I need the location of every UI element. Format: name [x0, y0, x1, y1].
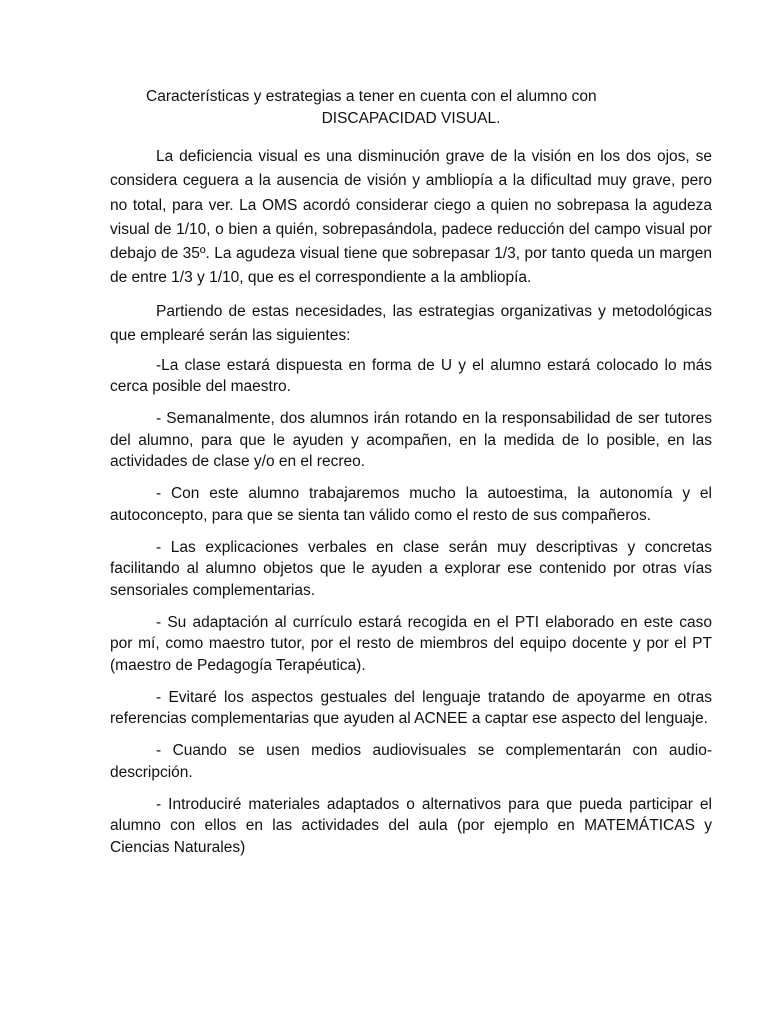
strategies-intro-paragraph: Partiendo de estas necesidades, las estrategias organizativas y metodológicas que emplearé serán las siguientes:	[110, 302, 712, 344]
title-line-1: Características y estrategias a tener en cuenta con el alumno con	[146, 88, 597, 105]
strategy-item-audio-description: - Cuando se usen medios audiovisuales se complementarán con audio-descripción.	[110, 742, 712, 781]
strategy-item-verbal-explanations: - Las explicaciones verbales en clase serán muy descriptivas y concretas facilitando al alumno objetos que le ayuden a explorar ese contenido por otras vías sensoriales complementarias.	[110, 538, 712, 599]
strategy-item-adapted-materials: - Introduciré materiales adaptados o alternativos para que pueda participar el alumno con ellos en las actividades del aula (por ejemplo en MATEMÁTICAS y Ciencias Naturales)	[110, 795, 712, 856]
strategy-item-peer-tutors: - Semanalmente, dos alumnos irán rotando en la responsabilidad de ser tutores del alumno, para que le ayuden y acompañen, en la medida de lo posible, en las actividades de clase y/o en el recreo.	[110, 410, 712, 471]
document-body	[110, 145, 712, 869]
title-line-2: DISCAPACIDAD VISUAL.	[321, 110, 501, 127]
document-title	[110, 86, 712, 130]
strategy-item-gestural-language: - Evitaré los aspectos gestuales del lenguaje tratando de apoyarme en otras referencias complementarias que ayuden al ACNEE a captar ese aspecto del lenguaje.	[110, 688, 712, 728]
strategy-item-classroom-layout: -La clase estará dispuesta en forma de U y el alumno estará colocado lo más cerca posible del maestro.	[110, 356, 712, 396]
strategy-item-curriculum-adaptation: - Su adaptación al currículo estará recogida en el PTI elaborado en este caso por mí, como maestro tutor, por el resto de miembros del equipo docente y por el PT (maestro de Pedagogía Terapéutica).	[110, 613, 712, 674]
intro-paragraph: La deficiencia visual es una disminución grave de la visión en los dos ojos, se considera ceguera a la ausencia de visión y ambliopía a la dificultad muy grave, pero no total, para ver. La OMS acordó considerar ciego a quien no sobrepasa la agudeza visual de 1/10, o bien a quién, sobrepasándola, padece reducción del campo visual por debajo de 35º. La agudeza visual tiene que sobrepasar 1/3, por tanto queda un margen de entre 1/3 y 1/10, que es el correspondiente a la ambliopía.	[110, 148, 712, 287]
strategy-item-self-esteem: - Con este alumno trabajaremos mucho la autoestima, la autonomía y el autoconcepto, para que se sienta tan válido como el resto de sus compañeros.	[110, 485, 712, 524]
